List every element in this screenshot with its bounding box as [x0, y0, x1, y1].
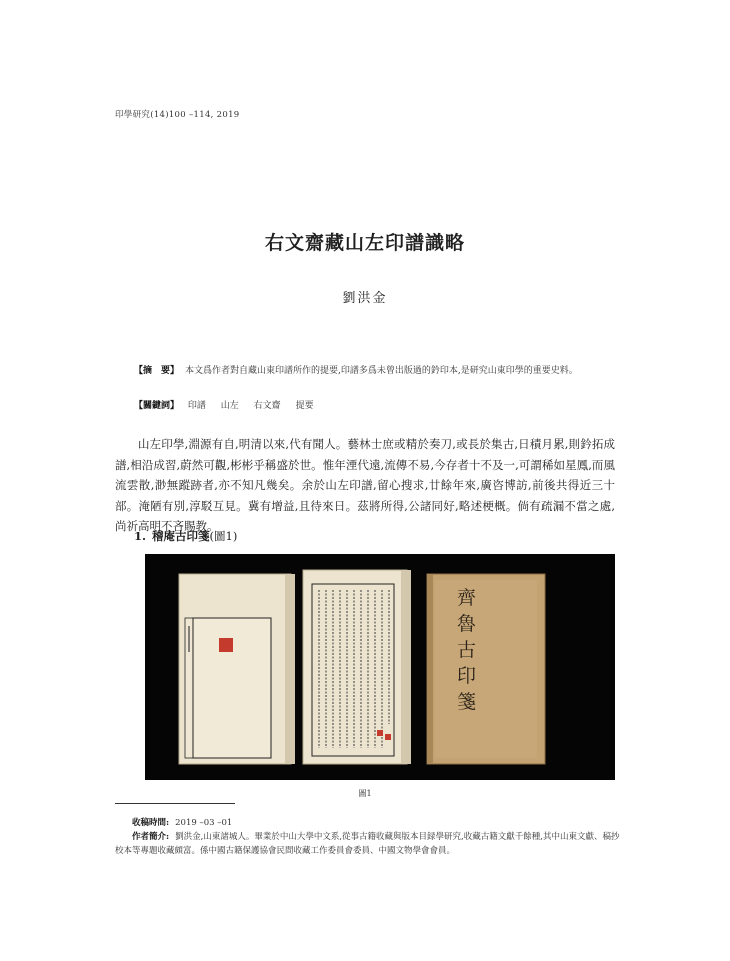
book-photo-illustration — [145, 554, 615, 780]
figure-reference: (圖1) — [209, 529, 238, 543]
section-number: 1. — [134, 529, 147, 543]
svg-text:箋: 箋 — [457, 691, 477, 713]
body-paragraph: 山左印學,淵源有自,明清以來,代有聞人。藝林士庶或精於奏刀,或長於集古,日積月累,則鈐拓成譜,相沿成習,蔚然可觀,彬彬乎稱盛於世。惟年湮代遠,流傳不易,今存者十不及一,可謂稀如星鳳,而風流雲散,渺無蹤跡者,亦不知凡幾矣。余於山左印譜,留心搜求,廿餘年來,廣咨博訪,前後共得近三十部。淹陋有別,淳駁互見。冀有增益,且待來日。茲將所得,公諸同好,略述梗概。倘有疏漏不當之處,尚祈高明不吝賜教。 — [115, 437, 615, 533]
book-cover — [427, 574, 545, 764]
footnote-divider — [115, 803, 235, 804]
svg-text:印: 印 — [457, 665, 477, 687]
keywords-label: 【關鍵詞】 — [134, 401, 180, 411]
figure-caption: 圖1 — [358, 789, 372, 798]
abstract — [134, 362, 604, 380]
svg-text:古: 古 — [457, 639, 477, 661]
running-header: 印學研究(14)100 –114, 2019 — [115, 110, 240, 120]
section-title: 稽庵古印箋 — [152, 529, 210, 543]
bio-label: 作者簡介: — [132, 832, 170, 842]
footnote — [115, 816, 620, 858]
author-name: 劉洪金 — [342, 291, 388, 306]
figure-1-photo — [145, 554, 615, 780]
abstract-text: 本文爲作者對自藏山東印譜所作的提要,印譜多爲未曾出版過的鈐印本,是研究山東印學的重要史料。 — [185, 366, 578, 376]
abstract-label: 【摘 要】 — [134, 366, 180, 376]
open-book-left — [179, 574, 295, 764]
section-heading — [134, 528, 237, 544]
keyword: 提要 — [295, 401, 314, 411]
svg-text:齊: 齊 — [457, 587, 477, 609]
svg-text:魯: 魯 — [457, 613, 477, 635]
keyword: 山左 — [220, 401, 239, 411]
received-date: 2019 –03 –01 — [175, 818, 233, 828]
keywords — [134, 398, 326, 411]
author-bio — [115, 830, 620, 858]
cover-title-text — [457, 587, 476, 713]
red-seal-mark — [219, 638, 233, 652]
keyword: 印譜 — [187, 401, 206, 411]
article-title: 右文齋藏山左印譜識略 — [264, 232, 465, 254]
received-date-line — [115, 816, 620, 830]
open-book-middle — [303, 570, 411, 764]
received-label: 收稿時間: — [132, 818, 170, 828]
keyword: 右文齋 — [253, 401, 281, 411]
bio-text: 劉洪金,山東諸城人。畢業於中山大學中文系,從事古籍收藏與版本目録學研究,收藏古籍文獻千餘種,其中山東文獻、稿抄校本等專題收藏頗富。係中國古籍保護協會民間收藏工作委員會委員、中國文物學會會員。 — [115, 832, 620, 856]
